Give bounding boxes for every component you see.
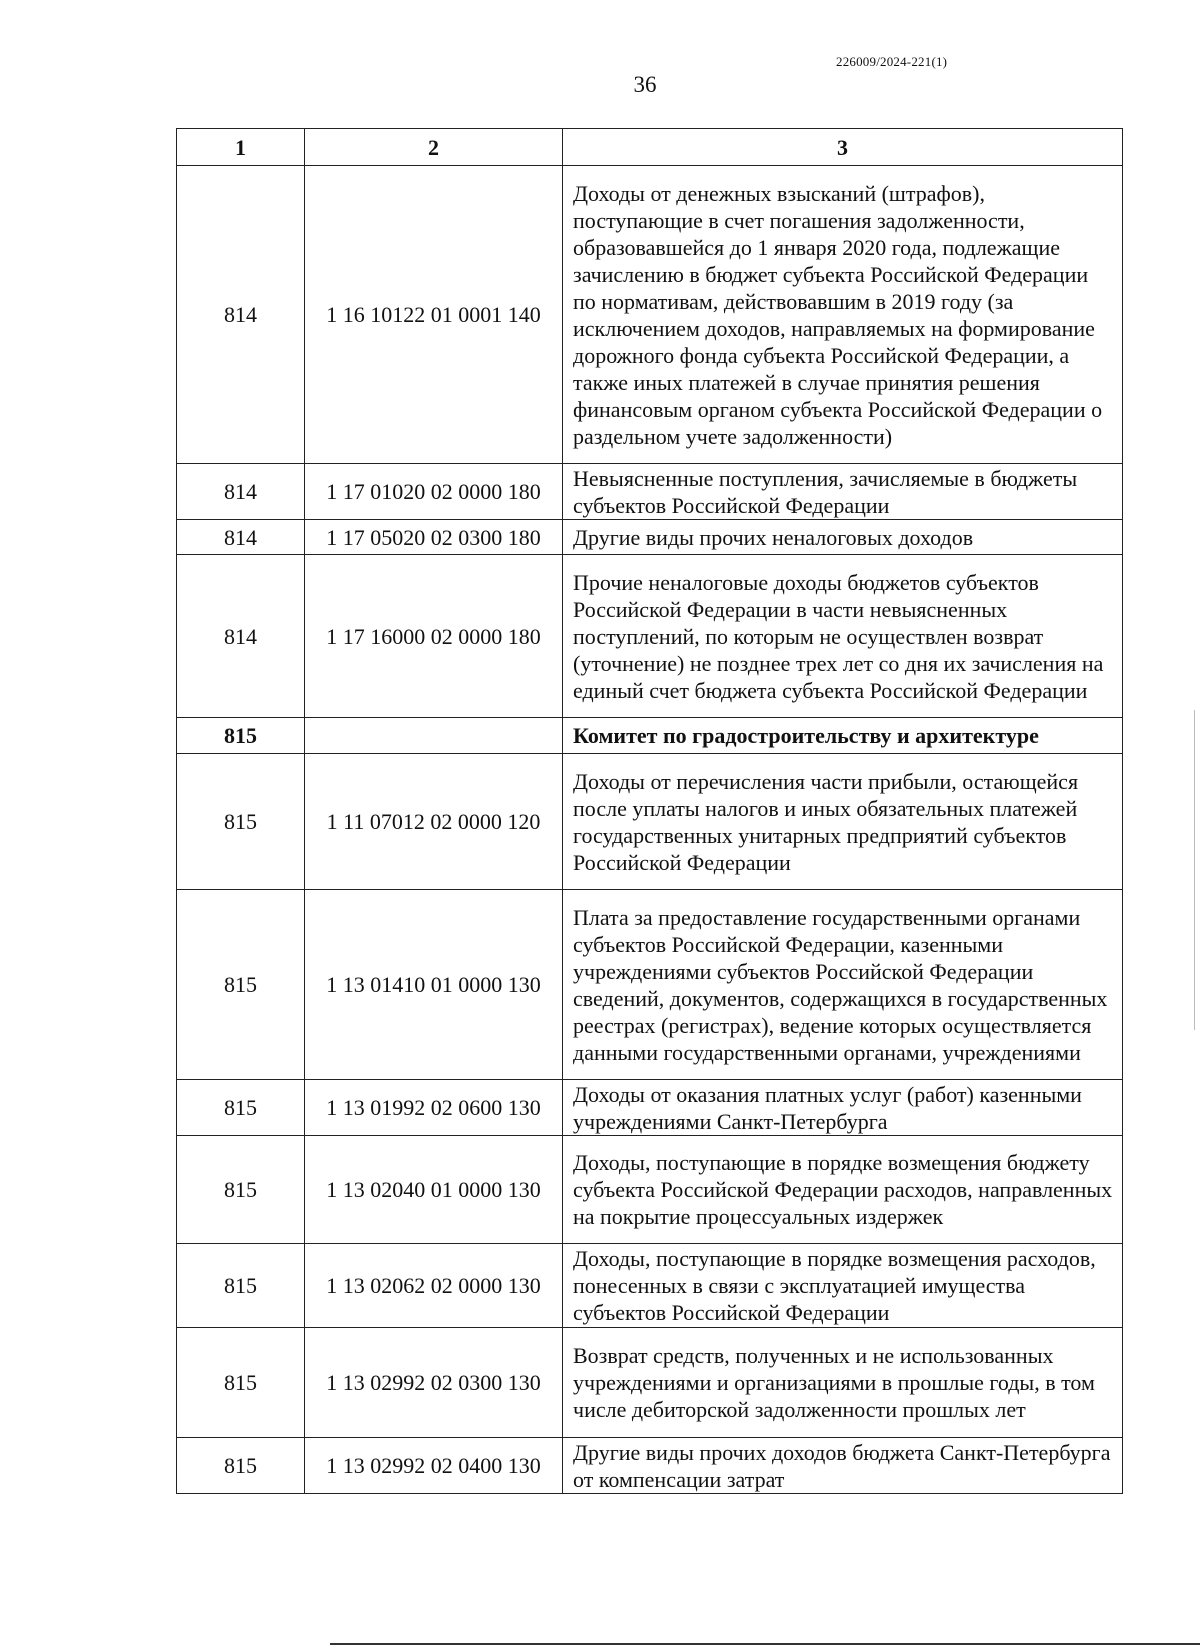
revenue-description-cell: Прочие неналоговые доходы бюджетов субъектов Российской Федерации в части невыясненных поступлений, по которым не осуществлен возврат (уточнение) не позднее трех лет со дня их зачисления на единый счет бюджета субъекта Российской Федерации	[563, 555, 1123, 718]
revenue-description-cell: Доходы, поступающие в порядке возмещения бюджету субъекта Российской Федерации расходов, направленных на покрытие процессуальных издержек	[563, 1136, 1123, 1244]
admin-code-cell: 815	[177, 1244, 305, 1328]
document-registration-code: 226009/2024-221(1)	[836, 54, 948, 69]
table-row	[177, 754, 1123, 890]
table-row	[177, 1136, 1123, 1244]
table-row	[177, 890, 1123, 1080]
admin-code-cell: 814	[177, 555, 305, 718]
budget-classification-code-cell: 1 11 07012 02 0000 120	[305, 754, 563, 890]
revenue-description-cell: Доходы от оказания платных услуг (работ) казенными учреждениями Санкт-Петербурга	[563, 1080, 1123, 1136]
table-row	[177, 1080, 1123, 1136]
budget-classification-code-cell: 1 13 02992 02 0300 130	[305, 1328, 563, 1438]
admin-code-cell: 815	[177, 1438, 305, 1494]
budget-classification-code-cell: 1 13 02062 02 0000 130	[305, 1244, 563, 1328]
budget-classification-code-cell: 1 16 10122 01 0001 140	[305, 166, 563, 464]
table-row	[177, 1438, 1123, 1494]
table-row	[177, 1328, 1123, 1438]
table-row	[177, 555, 1123, 718]
budget-revenue-table	[176, 128, 1123, 1494]
table-row	[177, 1244, 1123, 1328]
admin-code-cell: 815	[177, 718, 305, 754]
revenue-description-cell: Плата за предоставление государственными органами субъектов Российской Федерации, казенными учреждениями субъектов Российской Федерации сведений, документов, содержащихся в государственных реестрах (регистрах), ведение которых осуществляется данными государственными органами, учреждениями	[563, 890, 1123, 1080]
revenue-description-cell: Доходы, поступающие в порядке возмещения расходов, понесенных в связи с эксплуатацией имущества субъектов Российской Федерации	[563, 1244, 1123, 1328]
admin-code-cell: 814	[177, 520, 305, 555]
revenue-description-cell: Другие виды прочих неналоговых доходов	[563, 520, 1123, 555]
admin-code-cell: 815	[177, 1136, 305, 1244]
administrator-name-cell: Комитет по градостроительству и архитектуре	[563, 718, 1123, 754]
column-header-2: 2	[305, 129, 563, 166]
admin-code-cell: 815	[177, 890, 305, 1080]
table-row	[177, 464, 1123, 520]
budget-classification-code-cell: 1 17 01020 02 0000 180	[305, 464, 563, 520]
budget-classification-code-cell: 1 17 16000 02 0000 180	[305, 555, 563, 718]
column-header-3: 3	[563, 129, 1123, 166]
admin-code-cell: 815	[177, 1328, 305, 1438]
admin-code-cell: 815	[177, 754, 305, 890]
scan-edge-line	[1194, 710, 1195, 1030]
table-row	[177, 520, 1123, 555]
table-header-row	[177, 129, 1123, 166]
revenue-description-cell: Невыясненные поступления, зачисляемые в бюджеты субъектов Российской Федерации	[563, 464, 1123, 520]
revenue-description-cell: Возврат средств, полученных и не использованных учреждениями и организациями в прошлые годы, в том числе дебиторской задолженности прошлых лет	[563, 1328, 1123, 1438]
budget-classification-code-cell: 1 13 01992 02 0600 130	[305, 1080, 563, 1136]
budget-classification-code-cell: 1 13 02040 01 0000 130	[305, 1136, 563, 1244]
column-header-1: 1	[177, 129, 305, 166]
admin-code-cell: 815	[177, 1080, 305, 1136]
admin-code-cell: 814	[177, 166, 305, 464]
section-heading-row	[177, 718, 1123, 754]
budget-classification-code-cell: 1 13 02992 02 0400 130	[305, 1438, 563, 1494]
budget-classification-code-cell: 1 13 01410 01 0000 130	[305, 890, 563, 1080]
scan-bottom-rule	[330, 1643, 1200, 1645]
revenue-description-cell: Другие виды прочих доходов бюджета Санкт-Петербурга от компенсации затрат	[563, 1438, 1123, 1494]
table-row	[177, 166, 1123, 464]
budget-classification-code-cell: 1 17 05020 02 0300 180	[305, 520, 563, 555]
page-number: 36	[633, 72, 657, 97]
revenue-description-cell: Доходы от денежных взысканий (штрафов), поступающие в счет погашения задолженности, образовавшейся до 1 января 2020 года, подлежащие зачислению в бюджет субъекта Российской Федерации по нормативам, действовавшим в 2019 году (за исключением доходов, направляемых на формирование дорожного фонда субъекта Российской Федерации, а также иных платежей в случае принятия решения финансовым органом субъекта Российской Федерации о раздельном учете задолженности)	[563, 166, 1123, 464]
revenue-description-cell: Доходы от перечисления части прибыли, остающейся после уплаты налогов и иных обязательных платежей государственных унитарных предприятий субъектов Российской Федерации	[563, 754, 1123, 890]
admin-code-cell: 814	[177, 464, 305, 520]
budget-classification-code-cell	[305, 718, 563, 754]
